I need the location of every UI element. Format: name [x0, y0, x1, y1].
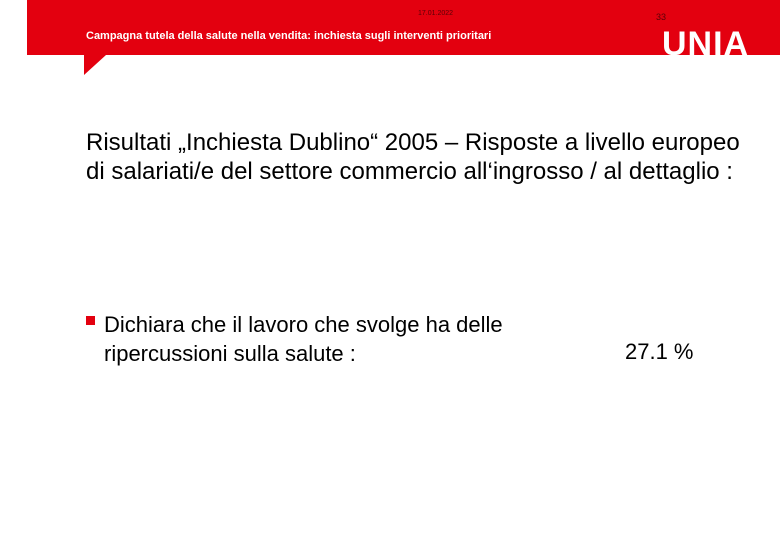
- page-number: 33: [656, 12, 667, 22]
- bullet-item: [86, 310, 574, 368]
- header-title: Campagna tutela della salute nella vendita: inchiesta sugli interventi prioritari: [86, 30, 492, 42]
- unia-logo: [660, 18, 780, 58]
- slide-title: Risultati „Inchiesta Dublino“ 2005 – Risposte a livello europeo di salariati/e del settore commercio all‘ingrosso / al dettaglio :: [86, 129, 740, 185]
- bullet-text: Dichiara che il lavoro che svolge ha delle ripercussioni sulla salute :: [104, 312, 503, 366]
- header-tab-decoration: [84, 55, 106, 75]
- bullet-value: 27.1 %: [625, 339, 694, 364]
- bullet-square-icon: [86, 316, 95, 325]
- logo-text: UNIA: [662, 25, 750, 58]
- header-date: 17.01.2022: [418, 10, 454, 17]
